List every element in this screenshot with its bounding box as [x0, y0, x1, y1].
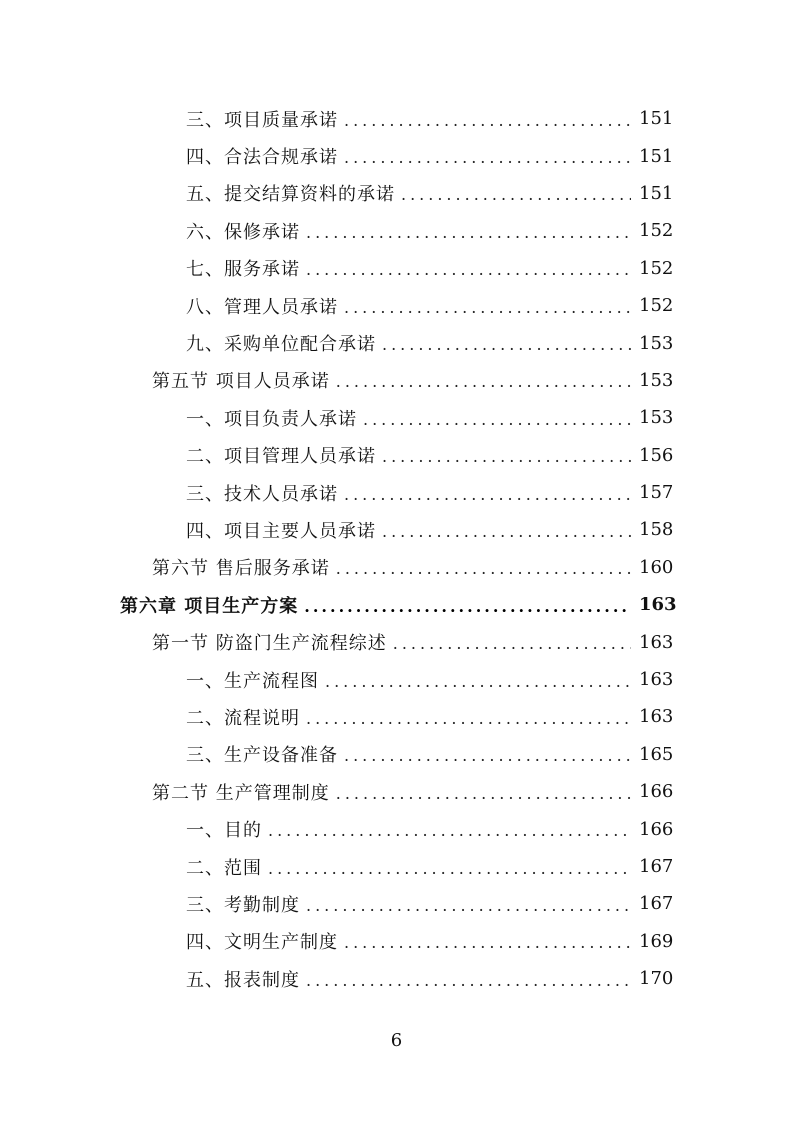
toc-entry-label: 四、合法合规承诺: [186, 143, 344, 169]
toc-entry-label: 四、项目主要人员承诺: [186, 517, 382, 543]
toc-subsection-entry[interactable]: [0, 175, 793, 212]
toc-dot-leader: [306, 973, 631, 989]
toc-subsection-entry[interactable]: [0, 736, 793, 773]
toc-dot-leader: [401, 187, 631, 203]
toc-subsection-entry[interactable]: [0, 287, 793, 324]
toc-subsection-entry[interactable]: [0, 399, 793, 436]
toc-dot-leader: [363, 412, 631, 428]
toc-entry-page: 163: [639, 631, 674, 653]
toc-subsection-entry[interactable]: [0, 437, 793, 474]
toc-dot-leader: [344, 487, 631, 503]
toc-subsection-entry[interactable]: [0, 661, 793, 698]
toc-entry-page: 152: [639, 220, 674, 242]
toc-dot-leader: [344, 300, 631, 316]
toc-dot-leader: [304, 599, 631, 615]
toc-entry-page: 167: [639, 856, 674, 877]
toc-entry-label: 三、考勤制度: [186, 891, 306, 917]
toc-entry-page: 163: [639, 594, 677, 616]
toc-entry-page: 170: [639, 968, 674, 990]
toc-dot-leader: [268, 823, 631, 839]
toc-subsection-entry[interactable]: [0, 885, 793, 922]
toc-dot-leader: [336, 786, 631, 802]
toc-subsection-entry[interactable]: [0, 511, 793, 548]
toc-subsection-entry[interactable]: [0, 250, 793, 287]
toc-section-entry[interactable]: [0, 362, 793, 399]
toc-entry-label: 六、保修承诺: [186, 218, 306, 244]
toc-entry-label: 第一节 防盗门生产流程综述: [152, 629, 393, 655]
toc-entry-label: 第六章 项目生产方案: [120, 592, 304, 618]
toc-entry-page: 152: [639, 295, 674, 317]
toc-dot-leader: [336, 561, 631, 577]
toc-subsection-entry[interactable]: [0, 137, 793, 174]
toc-dot-leader: [336, 374, 631, 390]
toc-subsection-entry[interactable]: [0, 698, 793, 735]
toc-subsection-entry[interactable]: [0, 810, 793, 847]
toc-entry-label: 四、文明生产制度: [186, 928, 344, 954]
toc-entry-label: 一、项目负责人承诺: [186, 405, 363, 431]
toc-chapter-entry[interactable]: [0, 586, 793, 623]
toc-dot-leader: [306, 262, 631, 278]
toc-dot-leader: [344, 748, 631, 764]
toc-section-entry[interactable]: [0, 623, 793, 660]
toc-entry-page: 166: [639, 818, 674, 840]
table-of-contents: [0, 100, 793, 997]
toc-entry-label: 七、服务承诺: [186, 255, 306, 281]
toc-subsection-entry[interactable]: [0, 212, 793, 249]
toc-entry-page: 151: [639, 108, 674, 130]
toc-entry-page: 163: [639, 706, 674, 728]
toc-entry-label: 第二节 生产管理制度: [152, 779, 336, 805]
toc-entry-page: 158: [639, 519, 674, 541]
toc-subsection-entry[interactable]: [0, 474, 793, 511]
toc-dot-leader: [382, 337, 631, 353]
toc-entry-page: 169: [639, 930, 674, 952]
toc-entry-page: 156: [639, 444, 674, 466]
toc-dot-leader: [268, 861, 631, 877]
toc-entry-page: 153: [639, 407, 674, 429]
toc-entry-page: 151: [639, 182, 674, 204]
toc-entry-label: 一、生产流程图: [186, 667, 325, 693]
toc-entry-label: 一、目的: [186, 816, 268, 842]
toc-dot-leader: [306, 898, 631, 914]
toc-entry-label: 二、项目管理人员承诺: [186, 442, 382, 468]
toc-dot-leader: [382, 449, 631, 465]
toc-dot-leader: [393, 636, 631, 652]
toc-entry-page: 167: [639, 893, 674, 915]
toc-entry-label: 三、生产设备准备: [186, 741, 344, 767]
toc-subsection-entry[interactable]: [0, 848, 793, 885]
toc-section-entry[interactable]: [0, 549, 793, 586]
toc-entry-label: 第五节 项目人员承诺: [152, 367, 336, 393]
toc-entry-label: 五、报表制度: [186, 966, 306, 992]
toc-entry-page: 153: [639, 332, 674, 354]
toc-dot-leader: [344, 935, 631, 951]
toc-entry-page: 151: [639, 145, 674, 167]
toc-entry-page: 157: [639, 482, 674, 504]
toc-dot-leader: [344, 113, 631, 129]
toc-entry-label: 八、管理人员承诺: [186, 293, 344, 319]
toc-entry-page: 163: [639, 669, 674, 691]
toc-subsection-entry[interactable]: [0, 324, 793, 361]
toc-subsection-entry[interactable]: [0, 960, 793, 997]
toc-entry-label: 二、范围: [186, 854, 268, 880]
toc-dot-leader: [306, 225, 631, 241]
toc-dot-leader: [344, 150, 631, 166]
toc-dot-leader: [382, 524, 631, 540]
toc-dot-leader: [325, 674, 631, 690]
toc-dot-leader: [306, 711, 631, 727]
toc-entry-page: 160: [639, 556, 674, 578]
toc-entry-label: 第六节 售后服务承诺: [152, 554, 336, 580]
toc-entry-label: 九、采购单位配合承诺: [186, 330, 382, 356]
toc-entry-page: 152: [639, 257, 674, 279]
toc-entry-page: 165: [639, 743, 674, 765]
toc-subsection-entry[interactable]: [0, 100, 793, 137]
toc-subsection-entry[interactable]: [0, 923, 793, 960]
toc-entry-label: 五、提交结算资料的承诺: [186, 180, 401, 206]
toc-entry-label: 三、项目质量承诺: [186, 106, 344, 132]
toc-entry-page: 153: [639, 369, 674, 391]
toc-entry-label: 三、技术人员承诺: [186, 480, 344, 506]
toc-entry-page: 166: [639, 781, 674, 803]
toc-entry-label: 二、流程说明: [186, 704, 306, 730]
page-number: 6: [390, 1030, 403, 1051]
toc-section-entry[interactable]: [0, 773, 793, 810]
